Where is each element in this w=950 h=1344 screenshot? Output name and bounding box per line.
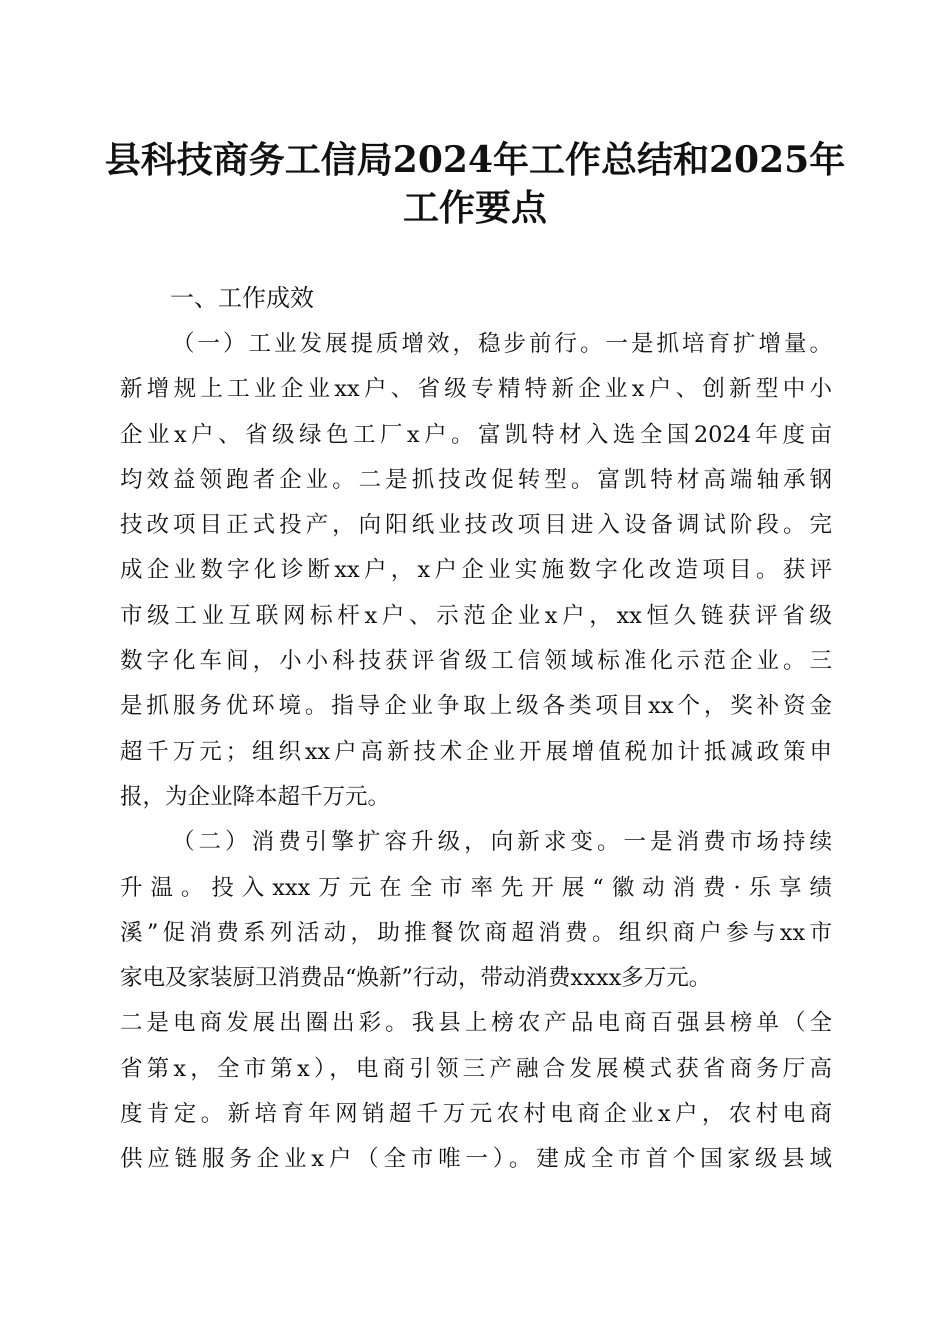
- paragraph-line: 市级工业互联网标杆x户、示范企业x户，xx恒久链获评省级: [120, 602, 832, 629]
- paragraph-line: 技改项目正式投产，向阳纸业技改项目进入设备调试阶段。完: [120, 512, 832, 539]
- paragraph-line: 新增规上工业企业xx户、省级专精特新企业x户、创新型中小: [120, 376, 832, 403]
- document-title: [100, 136, 850, 232]
- paragraph-line: 度肯定。新培育年网销超千万元农村电商企业x户，农村电商: [120, 1101, 832, 1128]
- paragraph-line: （二）消费引擎扩容升级，向新求变。一是消费市场持续: [172, 829, 832, 856]
- paragraph-line: 升温。投入xxx万元在全市率先开展“徽动消费·乐享绩: [120, 874, 832, 901]
- paragraph-line: 是抓服务优环境。指导企业争取上级各类项目xx个，奖补资金: [120, 693, 832, 720]
- title-line-2: 工作要点: [402, 187, 547, 229]
- paragraph-line: 报，为企业降本超千万元。: [120, 783, 391, 810]
- title-line-1: 县科技商务工信局2024年工作总结和2025年: [104, 139, 846, 181]
- paragraph-line: 企业x户、省级绿色工厂x户。富凯特材入选全国2024年度亩: [120, 421, 832, 448]
- paragraph-line: 家电及家装厨卫消费品“焕新”行动，带动消费xxxx多万元。: [120, 965, 712, 992]
- paragraph-line: 省第x，全市第x），电商引领三产融合发展模式获省商务厅高: [120, 1055, 832, 1082]
- section-heading: 一、工作成效: [170, 284, 314, 312]
- paragraph-line: 供应链服务企业x户（全市唯一）。建成全市首个国家级县域: [120, 1146, 832, 1173]
- paragraph-line: 二是电商发展出圈出彩。我县上榜农产品电商百强县榜单（全: [120, 1010, 832, 1037]
- paragraph-line: 溪”促消费系列活动，助推餐饮商超消费。组织商户参与xx市: [120, 919, 832, 946]
- body-text: [120, 322, 832, 1183]
- paragraph-line: 成企业数字化诊断xx户，x户企业实施数字化改造项目。获评: [120, 557, 832, 584]
- paragraph-line: 数字化车间，小小科技获评省级工信领域标准化示范企业。三: [120, 648, 832, 675]
- paragraph-line: 超千万元；组织xx户高新技术企业开展增值税加计抵减政策申: [120, 738, 832, 765]
- paragraph-line: 均效益领跑者企业。二是抓技改促转型。富凯特材高端轴承钢: [120, 466, 832, 493]
- paragraph-line: （一）工业发展提质增效，稳步前行。一是抓培育扩增量。: [172, 331, 832, 357]
